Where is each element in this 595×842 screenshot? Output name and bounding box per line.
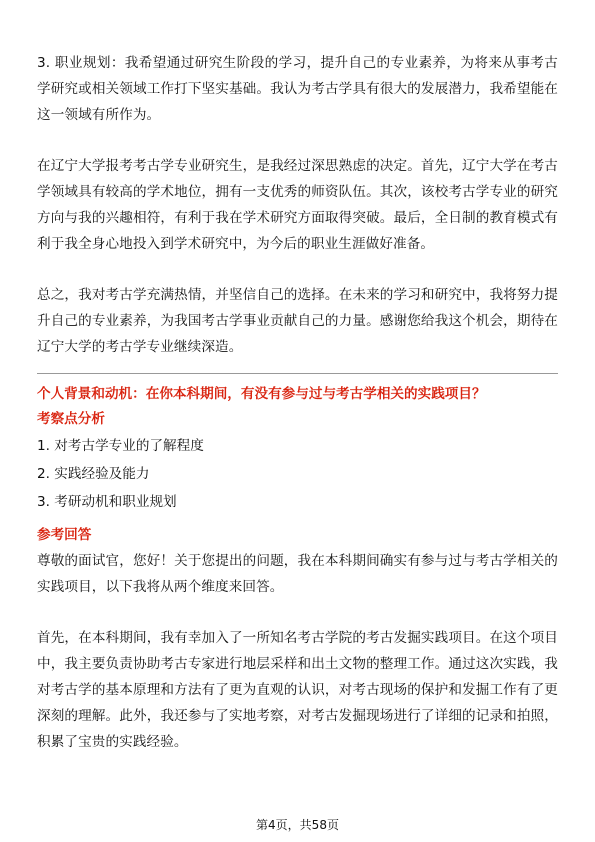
section-divider (37, 373, 558, 374)
question-title: 个人背景和动机：在你本科期间，有没有参与过与考古学相关的实践项目？ (37, 386, 486, 402)
analysis-item: 2. 实践经验及能力 (37, 466, 150, 482)
paragraph-conclusion: 总之，我对考古学充满热情，并坚信自己的选择。在未来的学习和研究中，我将努力提升自己的专业素养，为我国考古学事业贡献自己的力量。感谢您给我这个机会，期待在辽宁大学的考古学专业继续深造。 (37, 287, 558, 355)
page-footer: 第4页，共58页 (256, 818, 339, 832)
answer-heading: 参考回答 (37, 527, 92, 543)
answer-paragraph-greeting: 尊敬的面试官，您好！关于您提出的问题，我在本科期间确实有参与过与考古学相关的实践项目，以下我将从两个维度来回答。 (37, 553, 558, 595)
page-content (37, 50, 558, 755)
answer-paragraph-practice: 首先，在本科期间，我有幸加入了一所知名考古学院的考古发掘实践项目。在这个项目中，我主要负责协助考古专家进行地层采样和出土文物的整理工作。通过这次实践，我对考古学的基本原理和方法有了更为直观的认识，对考古现场的保护和发掘工作有了更深刻的理解。此外，我还参与了实地考察，对考古发掘现场进行了详细的记录和拍照，积累了宝贵的实践经验。 (37, 630, 558, 750)
paragraph-reason-liaoning: 在辽宁大学报考考古学专业研究生，是我经过深思熟虑的决定。首先，辽宁大学在考古学领域具有较高的学术地位，拥有一支优秀的师资队伍。其次，该校考古学专业的研究方向与我的兴趣相符，有利于我在学术研究方面取得突破。最后，全日制的教育模式有利于我全身心地投入到学术研究中，为今后的职业生涯做好准备。 (37, 158, 558, 252)
analysis-item: 1. 对考古学专业的了解程度 (37, 438, 204, 454)
analysis-item: 3. 考研动机和职业规划 (37, 494, 177, 510)
paragraph-career-plan: 3. 职业规划：我希望通过研究生阶段的学习，提升自己的专业素养，为将来从事考古学研究或相关领域工作打下坚实基础。我认为考古学具有很大的发展潜力，我希望能在这一领域有所作为。 (37, 55, 558, 123)
analysis-heading: 考察点分析 (37, 411, 105, 427)
